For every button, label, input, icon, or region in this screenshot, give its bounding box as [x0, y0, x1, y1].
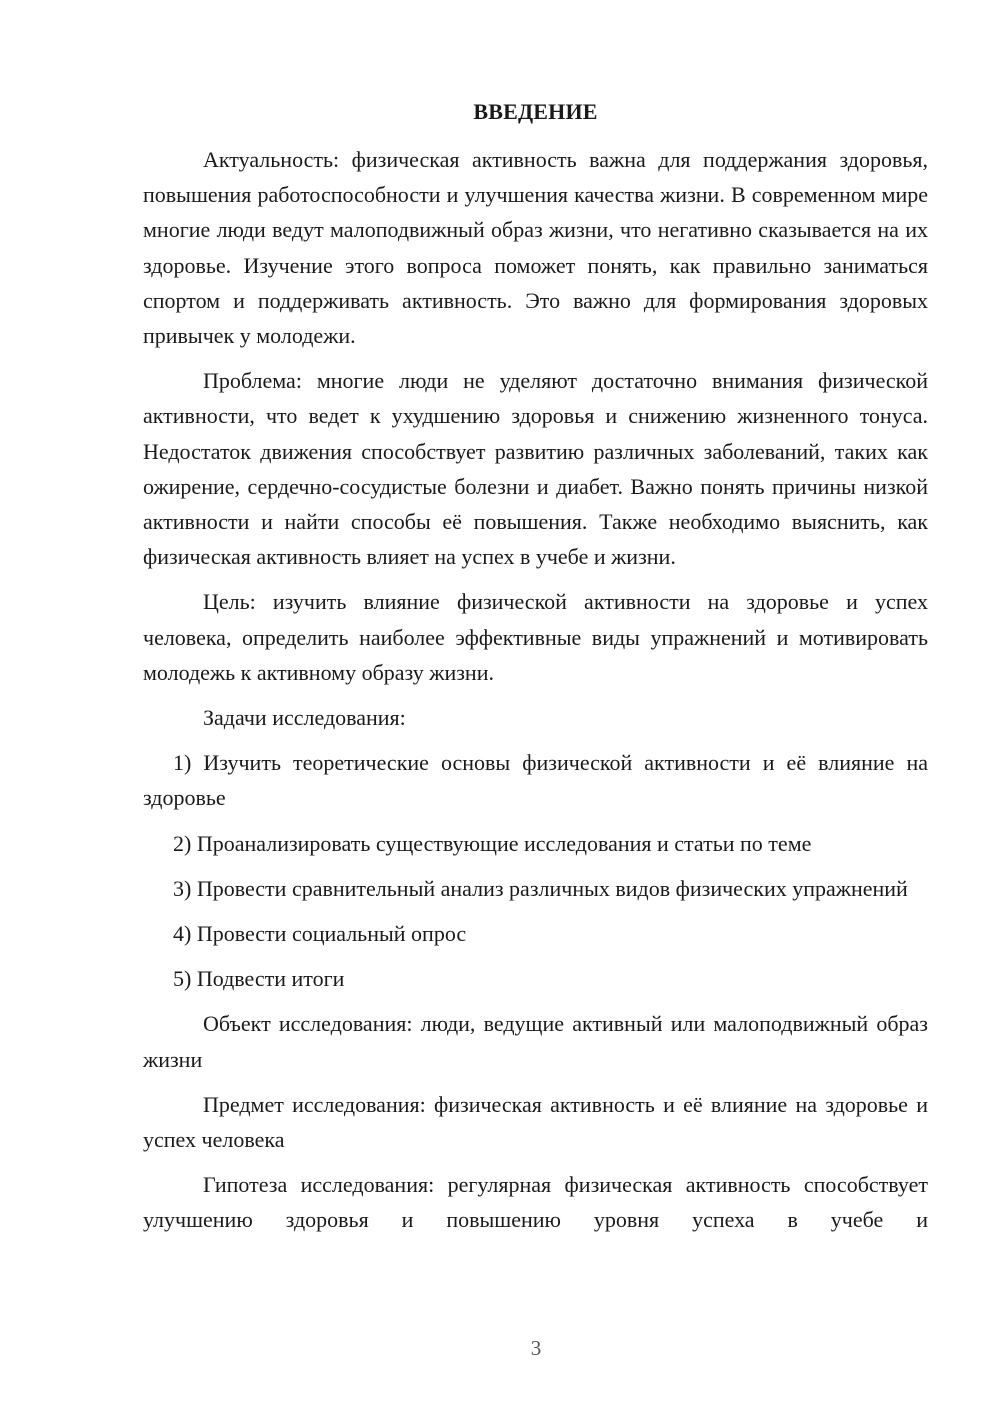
paragraph-subject: Предмет исследования: физическая активность и её влияние на здоровье и успех человека	[143, 1091, 928, 1153]
paragraph-object: Объект исследования: люди, ведущие активный или малоподвижный образ жизни	[143, 1011, 928, 1072]
page-content	[143, 97, 928, 1238]
paragraph-hypothesis: Гипотеза исследования: регулярная физическая активность способствует улучшению здоровья и повышению уровня успеха в учебе и	[143, 1172, 928, 1233]
paragraph-problem: Проблема: многие люди не уделяют достаточно внимания физической активности, что ведет к ухудшению здоровья и снижению жизненного тонуса. Недостаток движения способствует развитию различных заболеваний, таких как ожирение, сердечно-сосудистые болезни и диабет. Важно понять причины низкой активности и найти способы её повышения. Также необходимо выяснить, как физическая активность влияет на успех в учебе и жизни.	[143, 368, 928, 570]
page-number: 3	[530, 1336, 542, 1360]
task-item-4: 4) Провести социальный опрос	[173, 921, 467, 947]
task-item-2: 2) Проанализировать существующие исследования и статьи по теме	[173, 830, 812, 856]
task-item-3: 3) Провести сравнительный анализ различных видов физических упражнений	[173, 875, 908, 901]
paragraph-tasks-heading: Задачи исследования:	[203, 705, 406, 731]
task-item-1: 1) Изучить теоретические основы физической активности и её влияние на здоровье	[143, 750, 928, 811]
paragraph-goal: Цель: изучить влияние физической активности на здоровье и успех человека, определить наиболее эффективные виды упражнений и мотивировать молодежь к активному образу жизни.	[143, 589, 928, 685]
task-item-5: 5) Подвести итоги	[173, 966, 345, 992]
page-title: ВВЕДЕНИЕ	[473, 99, 598, 124]
paragraph-relevance: Актуальность: физическая активность важна для поддержания здоровья, повышения работоспособности и улучшения качества жизни. В современном мире многие люди ведут малоподвижный образ жизни, что негативно сказывается на их здоровье. Изучение этого вопроса поможет понять, как правильно заниматься спортом и поддерживать активность. Это важно для формирования здоровых привычек у молодежи.	[143, 147, 928, 349]
